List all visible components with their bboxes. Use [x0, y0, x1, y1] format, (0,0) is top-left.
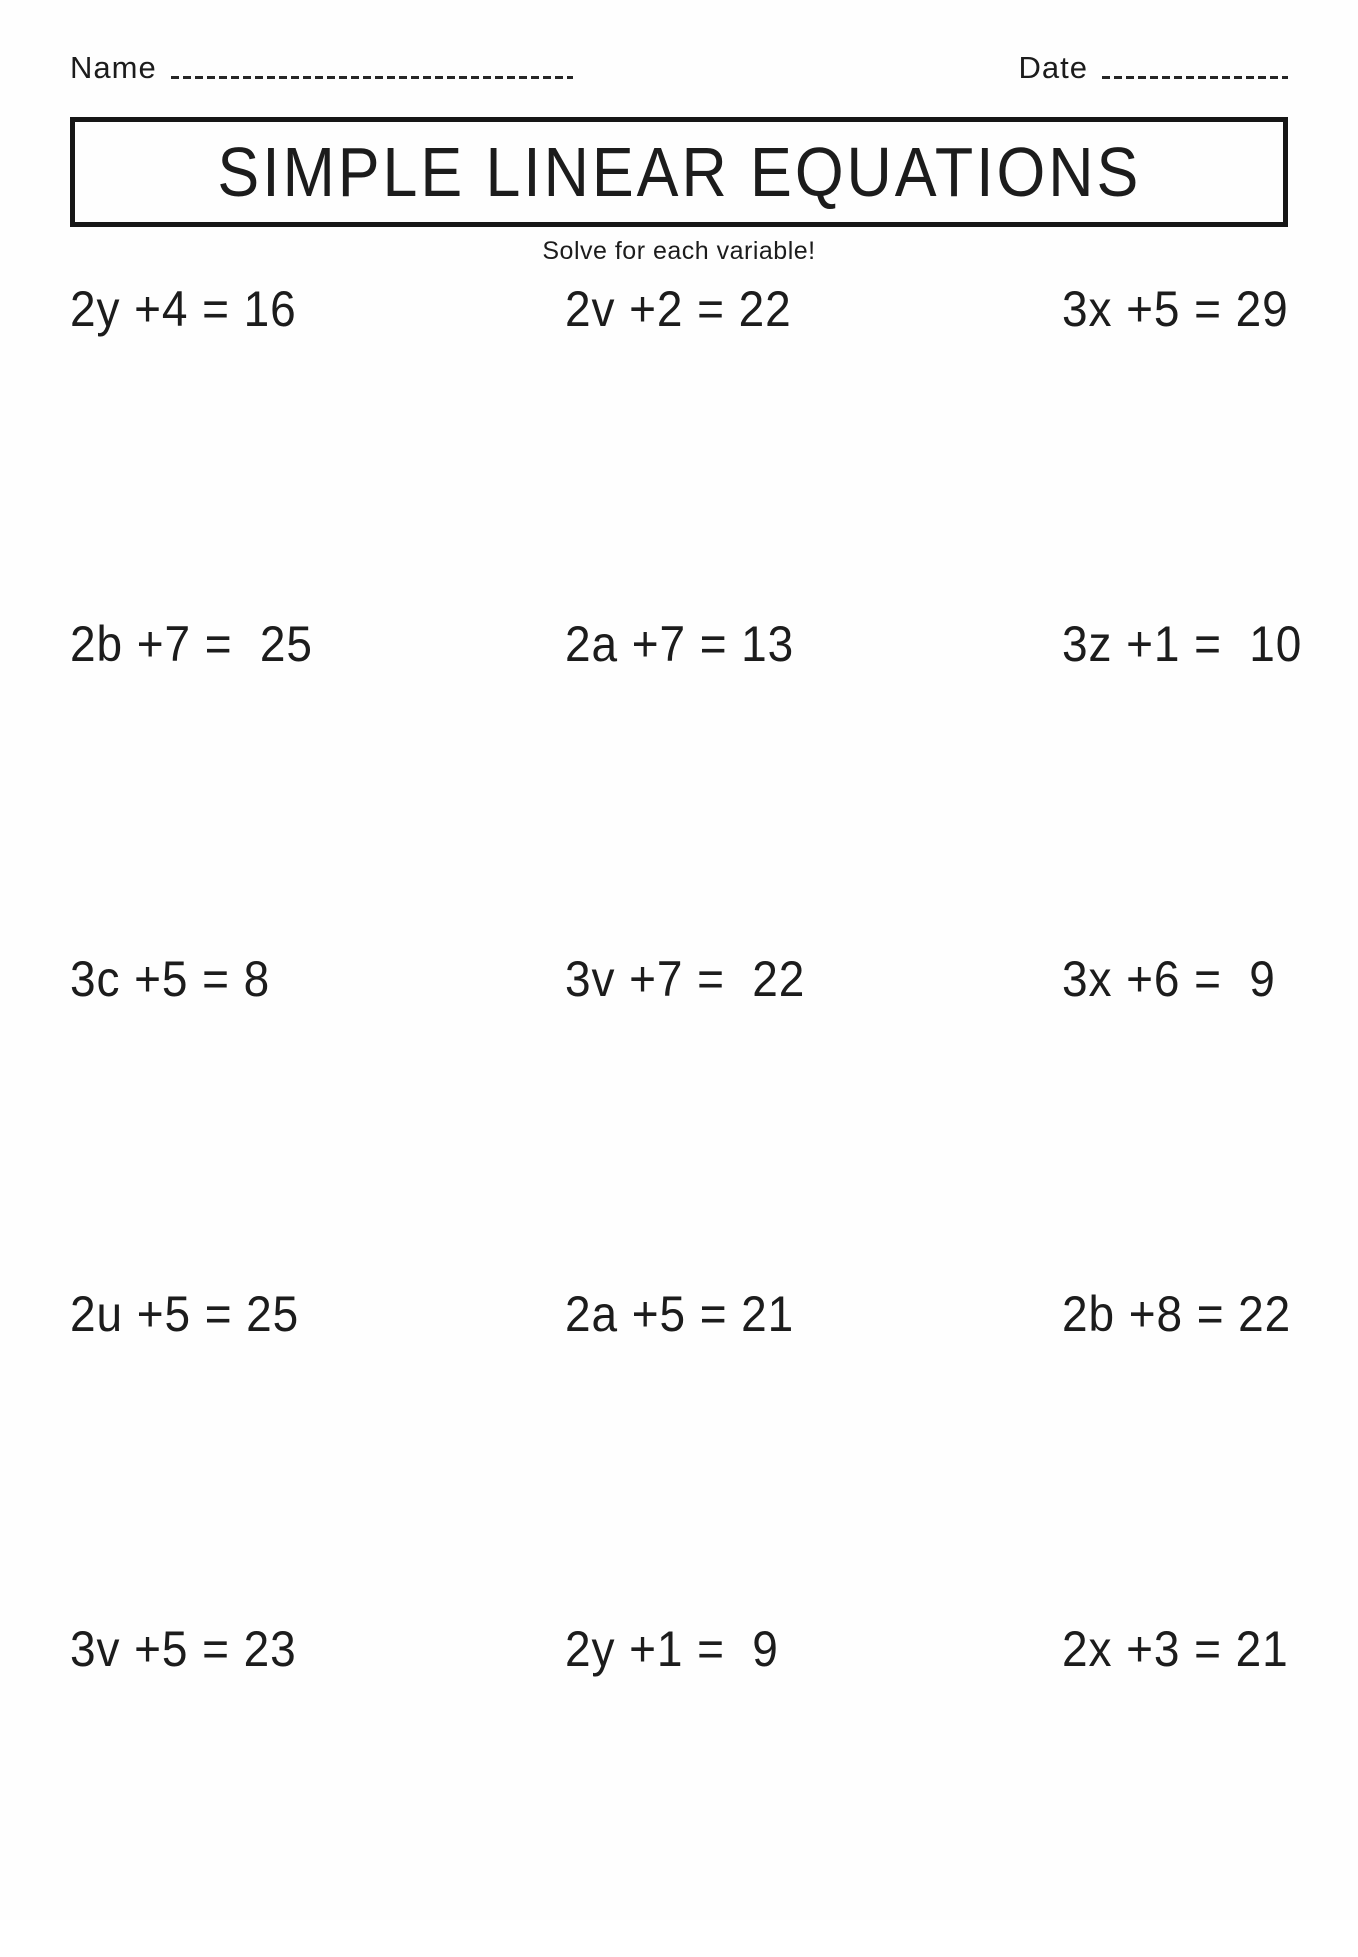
title-box — [70, 117, 1288, 227]
name-field — [70, 52, 573, 83]
equation-r5c3: 2x +3 = 21 — [1062, 1621, 1289, 1677]
name-label: Name — [70, 50, 157, 85]
name-blank-line — [171, 76, 573, 79]
equation-r1c2: 2v +2 = 22 — [565, 281, 792, 337]
equation-r5c1: 3v +5 = 23 — [70, 1621, 297, 1677]
date-field — [1019, 52, 1288, 83]
equation-r3c2: 3v +7 = 22 — [565, 951, 806, 1007]
worksheet-header — [0, 0, 1358, 83]
equation-r4c1: 2u +5 = 25 — [70, 1286, 300, 1342]
equation-r2c3: 3z +1 = 10 — [1062, 616, 1303, 672]
equation-r4c3: 2b +8 = 22 — [1062, 1286, 1292, 1342]
equation-r2c2: 2a +7 = 13 — [565, 616, 795, 672]
date-blank-line — [1102, 76, 1288, 79]
equation-r4c2: 2a +5 = 21 — [565, 1286, 795, 1342]
instructions-text: Solve for each variable! — [542, 237, 816, 265]
page-title: SIMPLE LINEAR EQUATIONS — [217, 133, 1141, 211]
equation-r3c3: 3x +6 = 9 — [1062, 951, 1276, 1007]
equation-r1c1: 2y +4 = 16 — [70, 281, 297, 337]
equation-r5c2: 2y +1 = 9 — [565, 1621, 779, 1677]
equation-r1c3: 3x +5 = 29 — [1062, 281, 1289, 337]
date-label: Date — [1018, 50, 1088, 85]
equation-r3c1: 3c +5 = 8 — [70, 951, 271, 1007]
equation-r2c1: 2b +7 = 25 — [70, 616, 313, 672]
problems-grid — [70, 281, 1303, 1957]
